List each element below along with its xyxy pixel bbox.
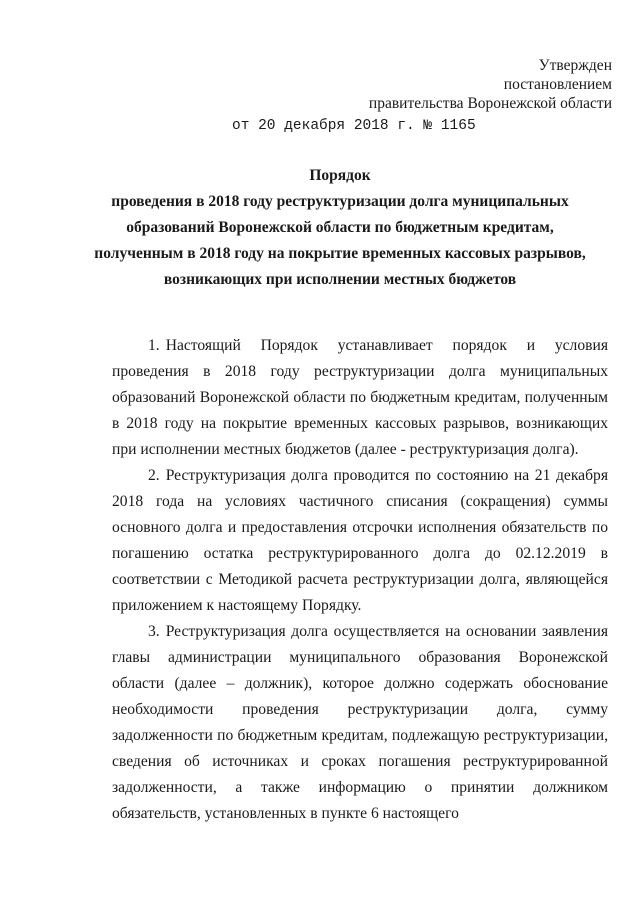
paragraph-text: Реструктуризация долга проводится по состоянию на 21 декабря 2018 года на условиях частичного списания (сокращения) суммы основного долга и предоставления отсрочки исполнения обязательств по погашению остатка реструктурированного долга до 02.12.2019 в соответствии с Методикой расчета реструктуризации долга, являющейся приложением к настоящему Порядку. bbox=[112, 467, 608, 614]
paragraph-text: Настоящий Порядок устанавливает порядок и условия проведения в 2018 году реструктуризации долга муниципальных образований Воронежской области по бюджетным кредитам, полученным в 2018 году на покрытие временных кассовых разрывов, возникающих при исполнении местных бюджетов (далее - реструктуризация долга). bbox=[112, 337, 608, 458]
paragraph-number: 3. bbox=[148, 623, 160, 640]
paragraph-3 bbox=[112, 619, 608, 827]
title-line-2: проведения в 2018 году реструктуризации долга муниципальных bbox=[111, 193, 569, 210]
approval-stamp bbox=[369, 56, 612, 113]
approval-line-government: правительства Воронежской области bbox=[368, 95, 612, 112]
document-title bbox=[40, 163, 640, 293]
paragraph-number: 2. bbox=[148, 467, 160, 484]
approval-line-resolution: постановлением bbox=[503, 76, 612, 93]
decree-date-number: от 20 декабря 2018 г. № 1165 bbox=[232, 118, 476, 134]
approval-line-approved: Утвержден bbox=[538, 57, 612, 74]
paragraph-1 bbox=[112, 333, 608, 463]
title-line-4: полученным в 2018 году на покрытие временных кассовых разрывов, bbox=[94, 245, 586, 262]
paragraph-text: Реструктуризация долга осуществляется на основании заявления главы администрации муниципального образования Воронежской области (далее – должник), которое должно содержать обоснование необходимости проведения реструктуризации долга, сумму задолженности по бюджетным кредитам, подлежащую реструктуризации, сведения об источниках и сроках погашения реструктурированной задолженности, а также информацию о принятии должником обязательств, установленных в пункте 6 настоящего bbox=[112, 623, 608, 822]
title-line-1: Порядок bbox=[309, 167, 371, 184]
title-line-3: образований Воронежской области по бюджетным кредитам, bbox=[126, 219, 554, 236]
paragraph-2 bbox=[112, 463, 608, 619]
document-body bbox=[112, 333, 608, 827]
paragraph-number: 1. bbox=[148, 337, 160, 354]
title-line-5: возникающих при исполнении местных бюджетов bbox=[163, 271, 517, 288]
